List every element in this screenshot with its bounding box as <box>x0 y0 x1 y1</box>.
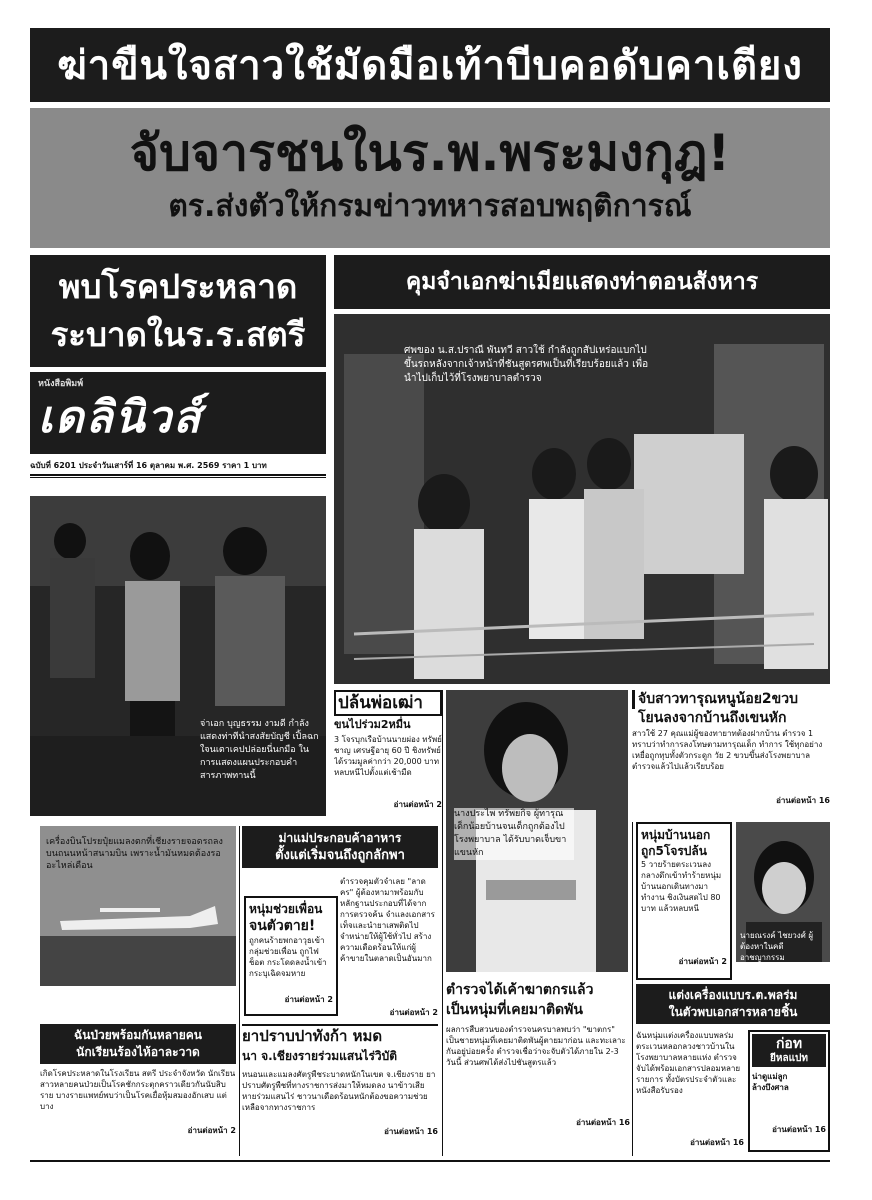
disease-headline-1: ฉันป่วยพร้อมกันหลายคน <box>74 1028 202 1042</box>
disease-headline-2: นักเรียนร้องไห้อาละวาด <box>76 1045 200 1059</box>
murder-photo-caption: ศพของ น.ส.ปราณี พันทวี สาวใช้ กำลังถูกสัปเหร่อแบกไปขึ้นรถหลังจากเจ้าหน้าที่ชันสูตรศพเป็นที่เรียบร้อยแล้ว เพื่อนำไปเก็บไว้ที่โรงพยาบาลตำรวจ <box>404 345 649 384</box>
logo-tagline: หนังสือพิมพ์ <box>38 379 84 389</box>
main-headline-2: ตร.ส่งตัวให้กรมข่าวทหารสอบพฤติการณ์ <box>168 189 692 224</box>
food-headline-1: ม่าแม่ประกอบค้าอาหาร <box>278 831 402 845</box>
reenactment-photo <box>30 496 326 816</box>
disease-body: เกิดโรคประหลาดในโรงเรียน สตรี ประจำจังหวัด นักเรียนสาวหลายคนป่วยเป็นโรคชักกระตุกคราวเดียวกันนับสิบราย บางรายแพทย์พบว่าเป็นโรคเยื่อหุ้มสมองอักเสบ แต่บาง <box>40 1069 236 1111</box>
column-rule-1 <box>239 826 240 1156</box>
disease-headline-box <box>40 1024 236 1064</box>
child-abuse-body: สาวใช้ 27 คุณแม่ผู้ของทายาทต้องฝากบ้าน ตำรวจ 1 ทราบว่าทำการลงโทษตามทารุณเด็ก ทำการ ใช้ทุกอย่าง เหยื่อถูกทุบทั้งตัวกระดูก วัย 2 ขวบขึ้นส่งโรงพยาบาลตำรวจแล้วไปแล้วเรียบร้อย <box>632 729 823 771</box>
villager-story-box <box>636 822 732 980</box>
reenactment-caption: จ่าเอก บุญธรรม งามดี กำลังแสดงท่าทีนำสงสัยบัญชี เปิ้ลฉกใจนเตาเคปปล่อยนี่นกมือ ในการแสดงแผนประกอบคำสารภาพทานนี้ <box>200 719 319 781</box>
pest-body: หนอนและแมลงศัตรูพืชระบาดหนักในเขต จ.เชียงราย ยาปราบศัตรูพืชที่ทางราชการส่งมาให้หมดลง นาข้าวเสียหายร่วมแสนไร่ ชาวนาเดือดร้อนหนักต้องขอความช่วยเหลือจากทางราชการ <box>242 1070 436 1112</box>
uniform-scam-headline-1: แต่งเครื่องแบบร.ต.พลร่ม <box>668 988 798 1002</box>
friend-headline-1: หนุ่มช่วยเพื่อน <box>249 902 323 916</box>
police-lead-headline-2: เป็นหนุ่มที่เคยมาติดพัน <box>446 1002 583 1018</box>
police-lead-body: ผลการสืบสวนของตำรวจนครบาลพบว่า "ฆาตกร" เป็นชายหนุ่มที่เคยมาติดพันผู้ตายมาก่อน และทะเลาะกันอยู่บ่อยครั้ง ตำรวจเชื่อว่าจะจับตัวได้ภายใน 2-3 วันนี้ ส่วนศพได้ส่งไปชันสูตรแล้ว <box>446 1025 626 1067</box>
rule-under-issue <box>30 474 326 478</box>
top-headline: ฆ่าขืนใจสาวใช้มัดมือเท้าบีบคอดับคาเตียง <box>57 43 803 89</box>
police-lead-headline-1: ตำรวจได้เค้าฆาตกรแล้ว <box>446 982 594 998</box>
villager-headline-2: ถูก5โจรปล้น <box>641 844 707 858</box>
newspaper-logo <box>30 372 326 454</box>
disease-continue-link[interactable]: อ่านต่อหน้า 2 <box>187 1126 236 1135</box>
friend-headline-2: จนตัวตาย! <box>249 918 316 934</box>
column-rule-2 <box>442 690 443 1156</box>
ad-line-2: ยีหลแปท <box>770 1053 808 1064</box>
child-abuse-story <box>632 690 830 818</box>
murder-scene-photo <box>334 314 830 684</box>
villager-body: 5 วายร้ายตระเวนลงกลางดึกเข้าทำร้ายหนุ่มบ้านนอกเดินทางมาทำงาน ชิงเงินสดไป 80 บาท แล้วหลบหนี <box>641 860 722 913</box>
ad-body-1: น่าดูแม่ลูก <box>752 1072 788 1081</box>
police-lead-story <box>446 980 630 1150</box>
main-headline-banner <box>30 108 830 248</box>
pest-headline-2: นา จ.เชียงรายร่วมแสนไร่วิบัติ <box>242 1049 398 1063</box>
child-abuse-continue-link[interactable]: อ่านต่อหน้า 16 <box>776 796 830 805</box>
pest-headline-1: ยาปราบปาทังก้า หมด <box>242 1024 438 1047</box>
uniform-scam-body: ฉันหนุ่มแต่งเครื่องแบบพลร่ม ตระเวนหลอกลวงชาวบ้านในโรงพยาบาลหลายแห่ง ตำรวจจับได้พร้อมเอกสารปลอมหลายรายการ ทั้งบัตรประจำตัวและหนังสือรับรอง <box>636 1031 741 1095</box>
suspect-woman-photo <box>446 690 628 972</box>
robbery-headline-1: ปล้นพ่อเฒ่า <box>334 690 442 716</box>
ad-box-title <box>752 1034 826 1067</box>
robbery-headline-2: ขนไปร่วม2หมื่น <box>334 718 411 731</box>
uniform-scam-story <box>636 984 830 1154</box>
ad-continue-link[interactable]: อ่านต่อหน้า 16 <box>772 1125 826 1134</box>
logo-wordmark: เดลินิวส์ <box>38 392 203 443</box>
top-headline-banner <box>30 28 830 102</box>
plane-caption: เครื่องบินโปรยปุ๋ยแมลงตกที่เชียงรายจอดรถลงบนถนนหน้าสนามบิน เพราะน้ำมันหมดต้องรออะไหล่เดือน <box>46 837 223 871</box>
robbery-story <box>334 690 442 820</box>
pest-continue-link[interactable]: อ่านต่อหน้า 16 <box>384 1127 438 1136</box>
food-headline-box <box>242 826 438 868</box>
villager-headline-1: หนุ่มบ้านนอก <box>641 828 711 842</box>
disease-promo-line-2: ระบาดในร.ร.สตรี <box>50 315 306 354</box>
suspect-woman-caption: นางประไพ ทรัพยกิจ ผู้ทารุณเด็กน้อยบ้านจนเด็กถูกต้องไปโรงพยาบาล ได้รับบาดเจ็บขาแขนหัก <box>454 808 574 860</box>
friend-continue-link[interactable]: อ่านต่อหน้า 2 <box>284 995 333 1004</box>
food-continue-link[interactable]: อ่านต่อหน้า 2 <box>389 1008 438 1017</box>
ad-line-1: ก่อท <box>775 1036 803 1052</box>
police-lead-continue-link[interactable]: อ่านต่อหน้า 16 <box>576 1118 630 1127</box>
boy-photo <box>736 822 830 962</box>
murder-headline-banner <box>334 255 830 309</box>
issue-line: ฉบับที่ 6201 ประจำวันเสาร์ที่ 16 ตุลาคม พ.ศ. 2569 ราคา 1 บาท <box>30 461 267 470</box>
uniform-scam-headline-2: ในตัวพบเอกสารหลายชิ้น <box>668 1005 798 1019</box>
bottom-rule <box>30 1160 830 1162</box>
child-abuse-headline-1: จับสาวทารุณหนูน้อย2ขวบ <box>632 690 830 709</box>
main-headline-1: จับจารชนในร.พ.พระมงกุฎ! <box>129 124 731 182</box>
friend-story-box <box>244 896 338 1016</box>
boy-photo-caption: นายณรงค์ ไชยวงศ์ ผู้ต้องหาในคดีอาชญากรรม <box>740 931 814 962</box>
villager-continue-link[interactable]: อ่านต่อหน้า 2 <box>678 957 727 966</box>
food-body: ตำรวจคุมตัวจำเลย "ลาดคร" ผู้ต้องหามาพร้อมกับหลักฐานประกอบที่ได้จากการตรวจค้น จำแลงเอกสารเท็จและนำยาเสพติดไปจำหน่ายให้ผู้ใช้ทั่วไป สร้างความเดือดร้อนให้แก่ผู้ค้าขายในตลาดเป็นอันมาก <box>340 877 435 963</box>
disease-promo-box <box>30 255 326 367</box>
uniform-scam-continue-link[interactable]: อ่านต่อหน้า 16 <box>690 1138 744 1147</box>
ad-body-2: ล้างบึงศาล <box>752 1083 789 1092</box>
uniform-scam-headline-box <box>636 984 830 1024</box>
friend-body: ถูกคนร้ายพกอาวุธเข้ากลุ่มช่วยเพื่อน ถูกไฟช็อต กระโดดลงน้ำเข้ากระบุเฉิดจมหาย <box>249 936 327 978</box>
robbery-continue-link[interactable]: อ่านต่อหน้า 2 <box>393 800 442 809</box>
food-headline-2: ตั้งแต่เริ่มจนถึงถูกลักพา <box>275 848 405 863</box>
disease-promo-line-1: พบโรคประหลาด <box>58 267 298 306</box>
pest-story <box>242 1024 438 1160</box>
murder-headline: คุมจำเอกฆ่าเมียแสดงท่าตอนสังหาร <box>405 269 759 295</box>
disease-story <box>40 1024 236 1160</box>
robbery-body: 3 โจรบุกเรือบ้านนายผ่อง ทรัพย์ชาญ เศรษฐีอายุ 60 ปี ชิงทรัพย์ได้รวมมูลค่ากว่า 20,000 บาท หลบหนีไปตั้งแต่เช้ามืด <box>334 735 442 777</box>
child-abuse-headline-2: โยนลงจากบ้านถึงเขนหัก <box>638 710 787 726</box>
ad-box <box>748 1030 830 1152</box>
plane-photo <box>40 826 236 986</box>
column-rule-3 <box>632 822 633 1156</box>
